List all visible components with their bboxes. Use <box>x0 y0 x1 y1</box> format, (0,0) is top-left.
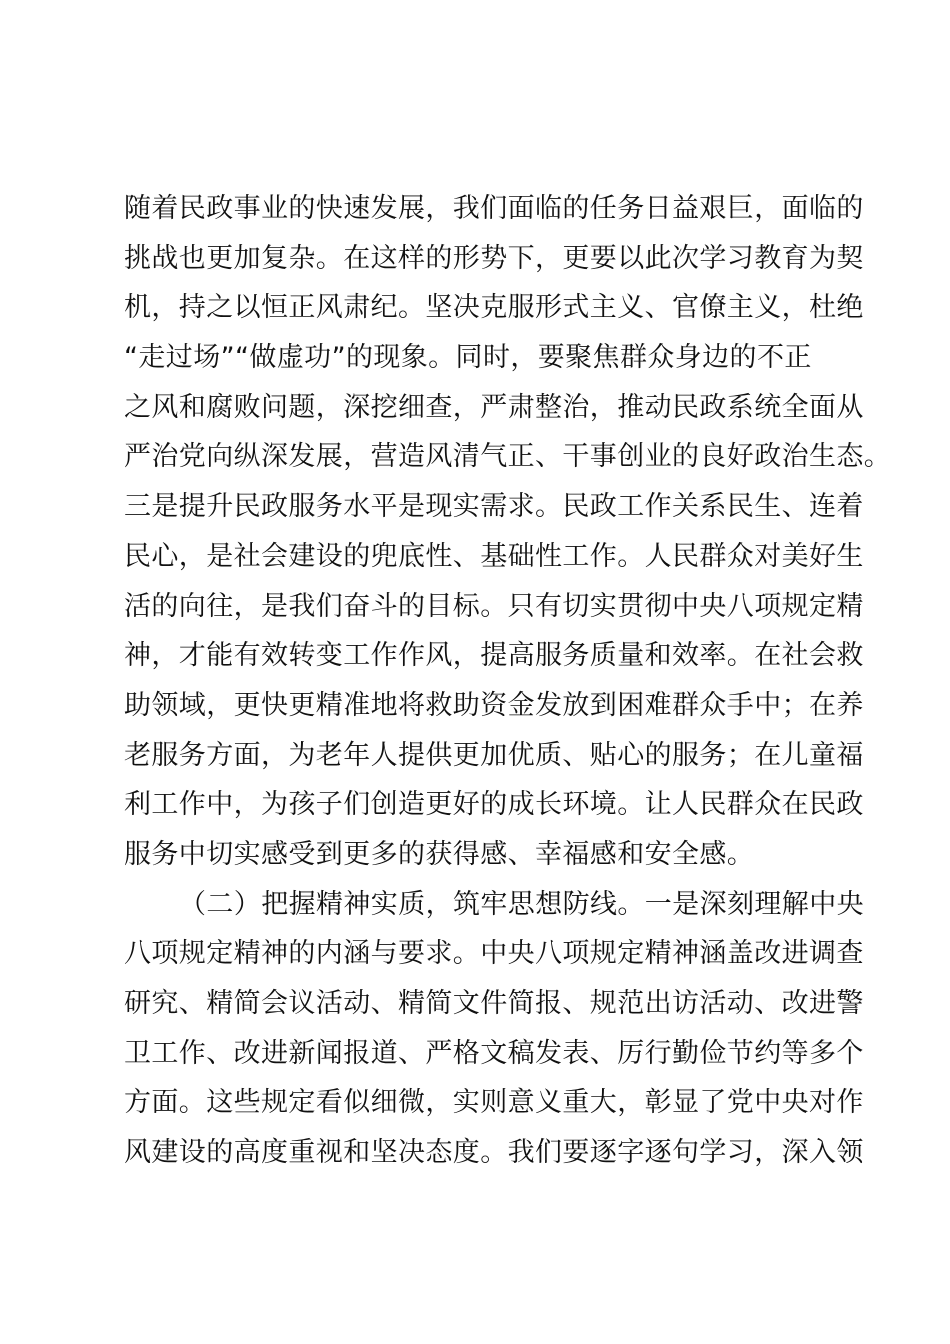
text-line: 神，才能有效转变工作作风，提高服务质量和效率。在社会救 <box>124 640 864 672</box>
body-text <box>124 184 892 1178</box>
text-line: 方面。这些规定看似细微，实则意义重大，彰显了党中央对作 <box>124 1087 864 1119</box>
text-line: 活的向往，是我们奋斗的目标。只有切实贯彻中央八项规定精 <box>124 590 864 622</box>
text-line: 之风和腐败问题，深挖细查，严肃整治，推动民政系统全面从 <box>124 391 864 423</box>
text-line: 随着民政事业的快速发展，我们面临的任务日益艰巨，面临的 <box>124 193 864 224</box>
text-line: 八项规定精神的内涵与要求。中央八项规定精神涵盖改进调查 <box>124 938 864 970</box>
text-line: 助领域，更快更精准地将救助资金发放到困难群众手中；在养 <box>124 689 864 721</box>
text-line: 严治党向纵深发展，营造风清气正、干事创业的良好政治生态。 <box>124 441 892 473</box>
paragraph-heading-line: （二）把握精神实质，筑牢思想防线。一是深刻理解中央 <box>179 888 864 920</box>
text-line: 老服务方面，为老年人提供更加优质、贴心的服务；在儿童福 <box>124 739 864 771</box>
text-line: 卫工作、改进新闻报道、严格文稿发表、厉行勤俭节约等多个 <box>124 1037 864 1069</box>
text-line: 三是提升民政服务水平是现实需求。民政工作关系民生、连着 <box>124 491 864 523</box>
text-line: 研究、精简会议活动、精简文件简报、规范出访活动、改进警 <box>124 988 864 1019</box>
text-line: “走过场”“做虚功”的现象。同时，要聚焦群众身边的不正 <box>124 342 812 374</box>
text-line: 服务中切实感受到更多的获得感、幸福感和安全感。 <box>124 838 755 870</box>
text-line: 民心，是社会建设的兜底性、基础性工作。人民群众对美好生 <box>124 540 864 572</box>
text-line: 利工作中，为孩子们创造更好的成长环境。让人民群众在民政 <box>124 789 864 821</box>
text-line: 机，持之以恒正风肃纪。坚决克服形式主义、官僚主义，杜绝 <box>124 292 864 324</box>
text-line: 挑战也更加复杂。在这样的形势下，更要以此次学习教育为契 <box>124 242 864 274</box>
text-line: 风建设的高度重视和坚决态度。我们要逐字逐句学习，深入领 <box>124 1137 864 1169</box>
